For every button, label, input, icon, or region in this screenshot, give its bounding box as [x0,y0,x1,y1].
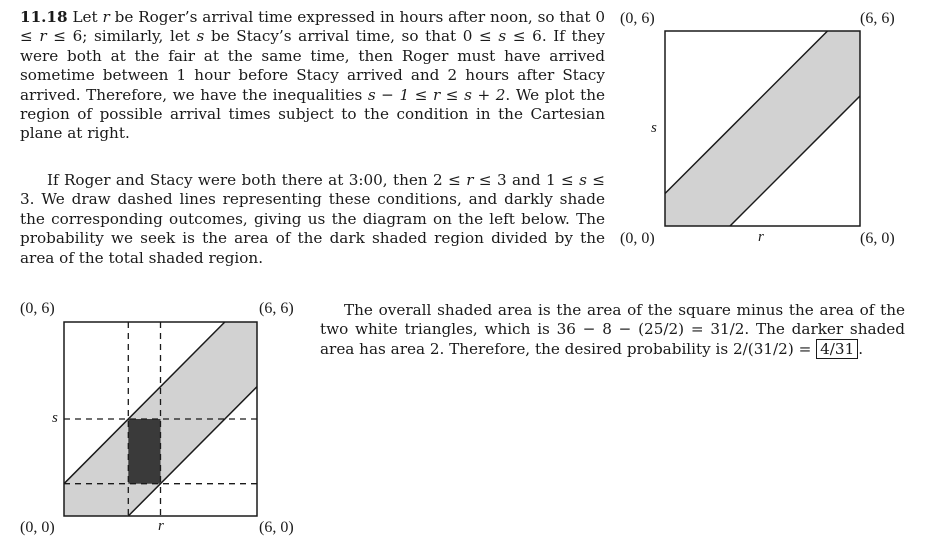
paragraph-solution: The overall shaded area is the area of the square minus the area of the two white triangles, which is 36 − 8 − (25/2) = 31/2. The darker shaded area has area 2. Therefore, the desired probability is 2/(31/2) = 4/31 . [320,301,905,358]
dark-shaded-region [128,419,160,484]
probability-region-svg [64,322,257,516]
label-top-left: (0, 6) [620,10,655,27]
label-top-right: (6, 6) [860,10,895,27]
paragraph-problem-setup: 11.18 Let r be Roger’s arrival time expressed in hours after noon, so that 0 ≤ r ≤ 6; similarly, let s be Stacy’s arrival time, so that 0 ≤ s ≤ 6. If they were both at the fair at the same time, then Roger must have arrived sometime between 1 hour before Stacy arrived and 2 hours after Stacy arrived. Therefore, we have the inequalities s − 1 ≤ r ≤ s + 2. We plot the region of possible arrival times subject to the condition in the Cartesian plane at right. [20,8,605,143]
label-bottom-right: (6, 0) [259,519,294,536]
region-plot-svg [665,31,860,226]
axis-label-s: s [52,410,58,426]
inequality: s − 1 ≤ r ≤ s + 2 [367,85,506,104]
label-bottom-right: (6, 0) [860,230,895,247]
axis-label-r: r [158,518,164,534]
axis-label-r: r [758,229,764,245]
axis-label-s: s [651,120,657,136]
label-bottom-left: (0, 0) [20,519,55,536]
shaded-band [665,31,860,226]
label-bottom-left: (0, 0) [620,230,655,247]
paragraph-conditions: If Roger and Stacy were both there at 3:00, then 2 ≤ r ≤ 3 and 1 ≤ s ≤ 3. We draw dashed lines representing these conditions, and darkly shade the corresponding outcomes, giving us the diagram on the left below. The probability we seek is the area of the dark shaded region divided by the area of the total shaded region. [20,171,605,267]
answer-box: 4/31 [816,339,858,359]
problem-number: 11.18 [20,8,68,26]
label-top-right: (6, 6) [259,300,294,317]
label-top-left: (0, 6) [20,300,55,317]
